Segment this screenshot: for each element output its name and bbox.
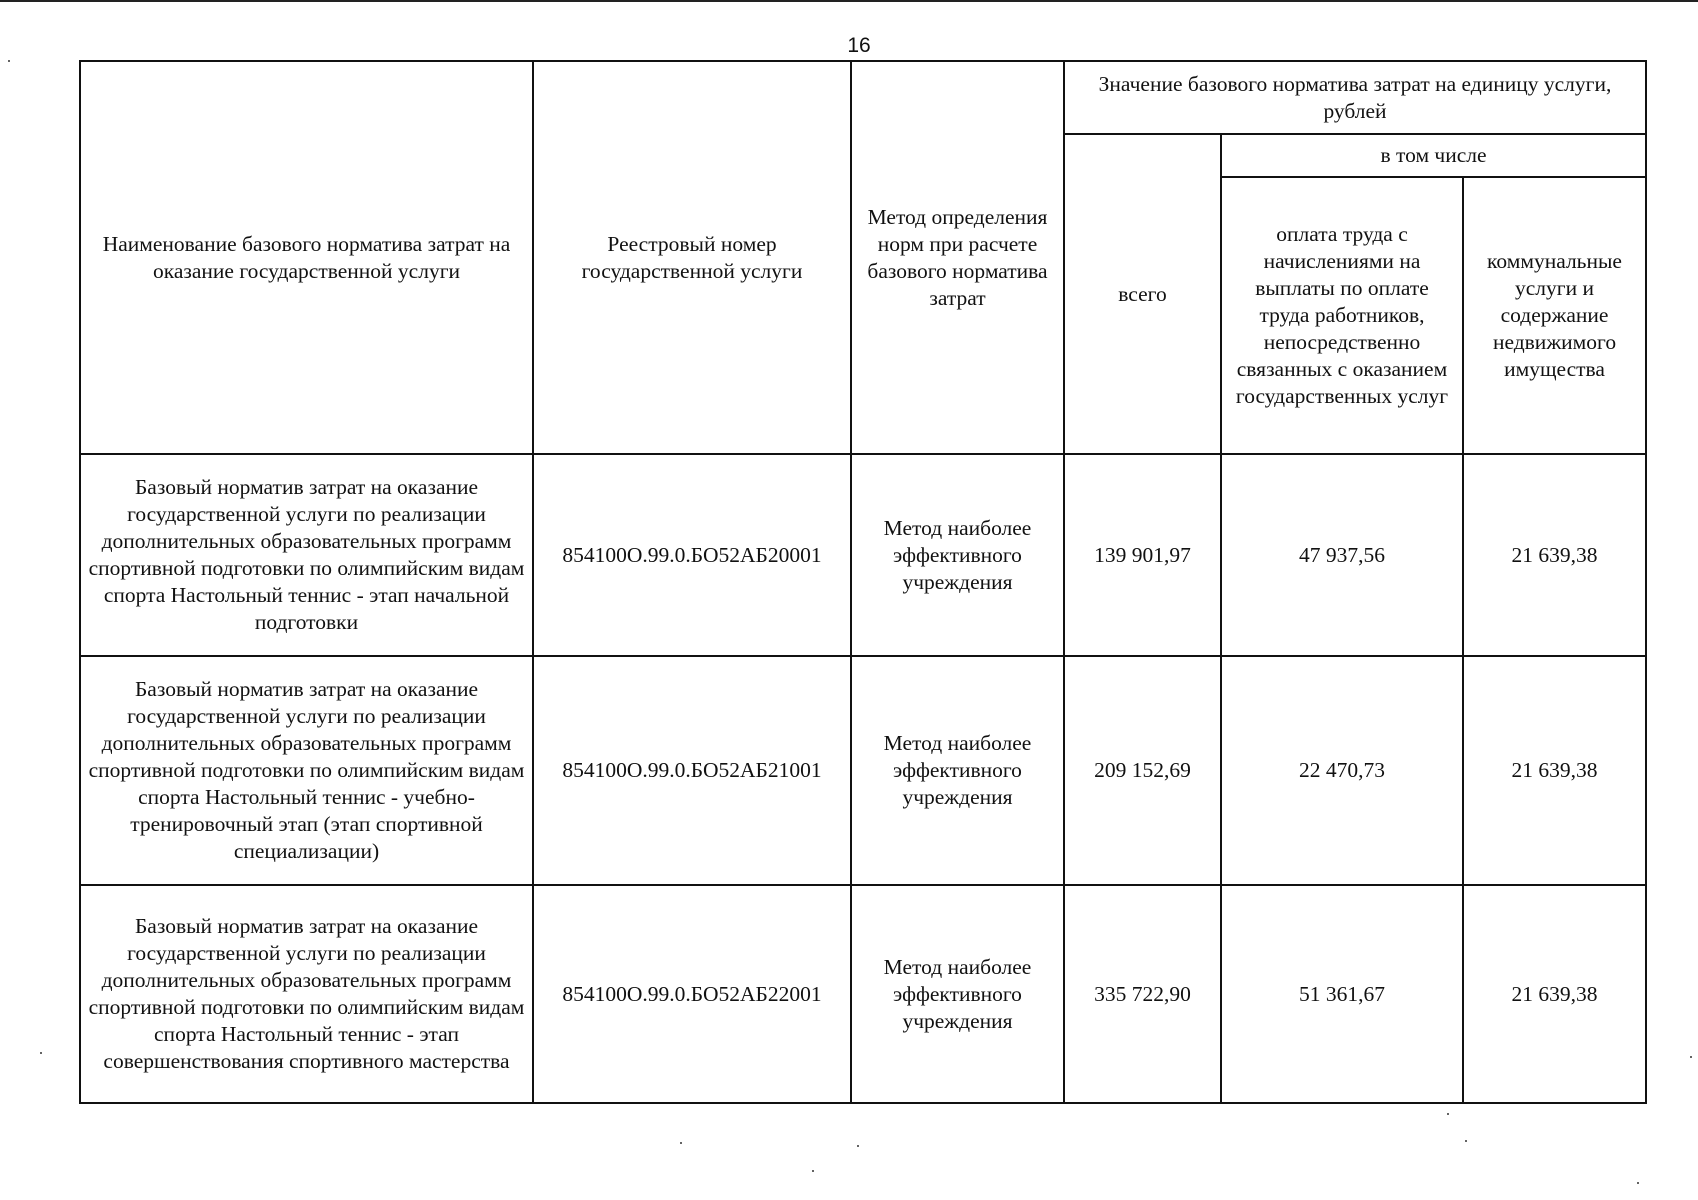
row-norm-name: Базовый норматив затрат на оказание государственной услуги по реализации дополнительных образовательных программ спортивной подготовки по олимпийским видам спорта Настольный теннис - этап начальной подготовки bbox=[80, 454, 533, 656]
row-labor-cost: 51 361,67 bbox=[1221, 885, 1463, 1103]
row-registry-number: 854100О.99.0.БО52АБ21001 bbox=[533, 656, 851, 885]
header-norm-name: Наименование базового норматива затрат на оказание государственной услуги bbox=[80, 61, 533, 454]
row-total: 335 722,90 bbox=[1064, 885, 1221, 1103]
row-registry-number: 854100О.99.0.БО52АБ22001 bbox=[533, 885, 851, 1103]
row-total: 139 901,97 bbox=[1064, 454, 1221, 656]
header-total: всего bbox=[1064, 134, 1221, 454]
table-row bbox=[80, 656, 1646, 885]
page-number: 16 bbox=[847, 34, 871, 57]
top-rule bbox=[0, 0, 1698, 2]
scan-speck bbox=[40, 1052, 42, 1054]
row-labor-cost: 47 937,56 bbox=[1221, 454, 1463, 656]
row-method: Метод наиболее эффективного учреждения bbox=[851, 454, 1064, 656]
row-norm-name: Базовый норматив затрат на оказание государственной услуги по реализации дополнительных образовательных программ спортивной подготовки по олимпийским видам спорта Настольный теннис - этап совершенствования спортивного мастерства bbox=[80, 885, 533, 1103]
scan-speck bbox=[1447, 1113, 1449, 1115]
header-registry-number: Реестровый номер государственной услуги bbox=[533, 61, 851, 454]
base-cost-norm-table bbox=[79, 60, 1647, 1104]
header-method: Метод определения норм при расчете базового норматива затрат bbox=[851, 61, 1064, 454]
scan-speck bbox=[812, 1170, 814, 1172]
row-utilities-cost: 21 639,38 bbox=[1463, 885, 1646, 1103]
header-labor-cost: оплата труда с начислениями на выплаты по оплате труда работников, непосредственно связанных с оказанием государственных услуг bbox=[1221, 177, 1463, 454]
scan-speck bbox=[1637, 1182, 1639, 1184]
scan-speck bbox=[1690, 1056, 1692, 1058]
row-norm-name: Базовый норматив затрат на оказание государственной услуги по реализации дополнительных образовательных программ спортивной подготовки по олимпийским видам спорта Настольный теннис - учебно-тренировочный этап (этап спортивной специализации) bbox=[80, 656, 533, 885]
table-row bbox=[80, 885, 1646, 1103]
header-utilities-cost: коммунальные услуги и содержание недвижимого имущества bbox=[1463, 177, 1646, 454]
row-total: 209 152,69 bbox=[1064, 656, 1221, 885]
scan-speck bbox=[857, 1145, 859, 1147]
row-registry-number: 854100О.99.0.БО52АБ20001 bbox=[533, 454, 851, 656]
row-utilities-cost: 21 639,38 bbox=[1463, 454, 1646, 656]
row-method: Метод наиболее эффективного учреждения bbox=[851, 656, 1064, 885]
row-labor-cost: 22 470,73 bbox=[1221, 656, 1463, 885]
scan-speck bbox=[8, 60, 10, 62]
scan-speck bbox=[680, 1142, 682, 1144]
header-including: в том числе bbox=[1221, 134, 1646, 177]
row-utilities-cost: 21 639,38 bbox=[1463, 656, 1646, 885]
table-row bbox=[80, 454, 1646, 656]
scan-speck bbox=[1465, 1140, 1467, 1142]
header-value-group: Значение базового норматива затрат на единицу услуги, рублей bbox=[1064, 61, 1646, 134]
row-method: Метод наиболее эффективного учреждения bbox=[851, 885, 1064, 1103]
